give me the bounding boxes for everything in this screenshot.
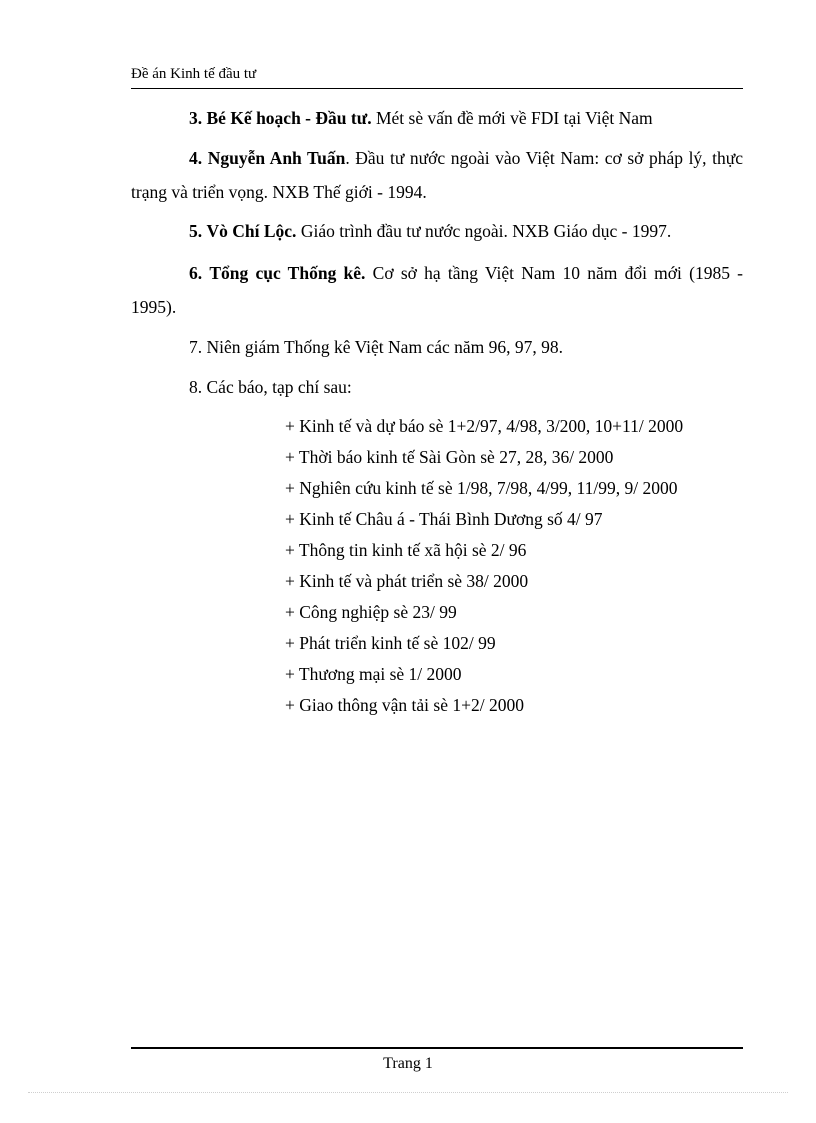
reference-number: 6. (189, 263, 203, 283)
reference-text: . Đầu tư nước ngoài vào Việt Nam: cơ sở pháp lý, thực trạng và triển vọng. NXB Thế giới - 1994. (131, 148, 743, 202)
journal-item: + Kinh tế và dự báo sè 1+2/97, 4/98, 3/200, 10+11/ 2000 (285, 416, 684, 436)
running-header: Đề án Kinh tế đầu tư (131, 66, 257, 82)
journal-item: + Kinh tế Châu á - Thái Bình Dương số 4/ 97 (285, 509, 603, 529)
header-rule (131, 88, 743, 89)
journal-item: + Nghiên cứu kinh tế sè 1/98, 7/98, 4/99, 11/99, 9/ 2000 (285, 478, 678, 498)
reference-author: Tổng cục Thống kê. (209, 263, 366, 283)
journal-item: + Thông tin kinh tế xã hội sè 2/ 96 (285, 540, 527, 560)
reference-text: Giáo trình đầu tư nước ngoài. NXB Giáo dục - 1997. (296, 221, 672, 241)
reference-number: 5. (189, 221, 203, 241)
reference-3 (131, 101, 743, 135)
reference-4 (131, 141, 743, 209)
journal-item: + Công nghiệp sè 23/ 99 (285, 602, 457, 622)
reference-text: Mét sè vấn đề mới về FDI tại Việt Nam (371, 108, 653, 128)
reference-8: 8. Các báo, tạp chí sau: (189, 377, 352, 397)
footer-rule (131, 1047, 743, 1049)
reference-author: Bé Kế hoạch - Đầu tư. (206, 108, 372, 128)
reference-number: 4. (189, 148, 203, 168)
page-edge-divider (28, 1092, 788, 1093)
reference-5 (131, 214, 743, 248)
journal-item: + Thương mại sè 1/ 2000 (285, 664, 462, 684)
page-number: Trang 1 (383, 1055, 433, 1072)
journal-item: + Giao thông vận tải sè 1+2/ 2000 (285, 695, 524, 715)
reference-author: Nguyễn Anh Tuấn (207, 148, 346, 168)
journal-item: + Kinh tế và phát triển sè 38/ 2000 (285, 571, 529, 591)
reference-text: Cơ sở hạ tầng Việt Nam 10 năm đổi mới (1985 - 1995). (131, 263, 744, 317)
journal-item: + Phát triển kinh tế sè 102/ 99 (285, 633, 496, 653)
journal-item: + Thời báo kinh tế Sài Gòn sè 27, 28, 36/ 2000 (285, 447, 614, 467)
reference-6 (131, 256, 743, 324)
reference-7: 7. Niên giám Thống kê Việt Nam các năm 96, 97, 98. (189, 337, 563, 357)
reference-author: Vò Chí Lộc. (206, 221, 297, 241)
reference-number: 3. (189, 108, 203, 128)
